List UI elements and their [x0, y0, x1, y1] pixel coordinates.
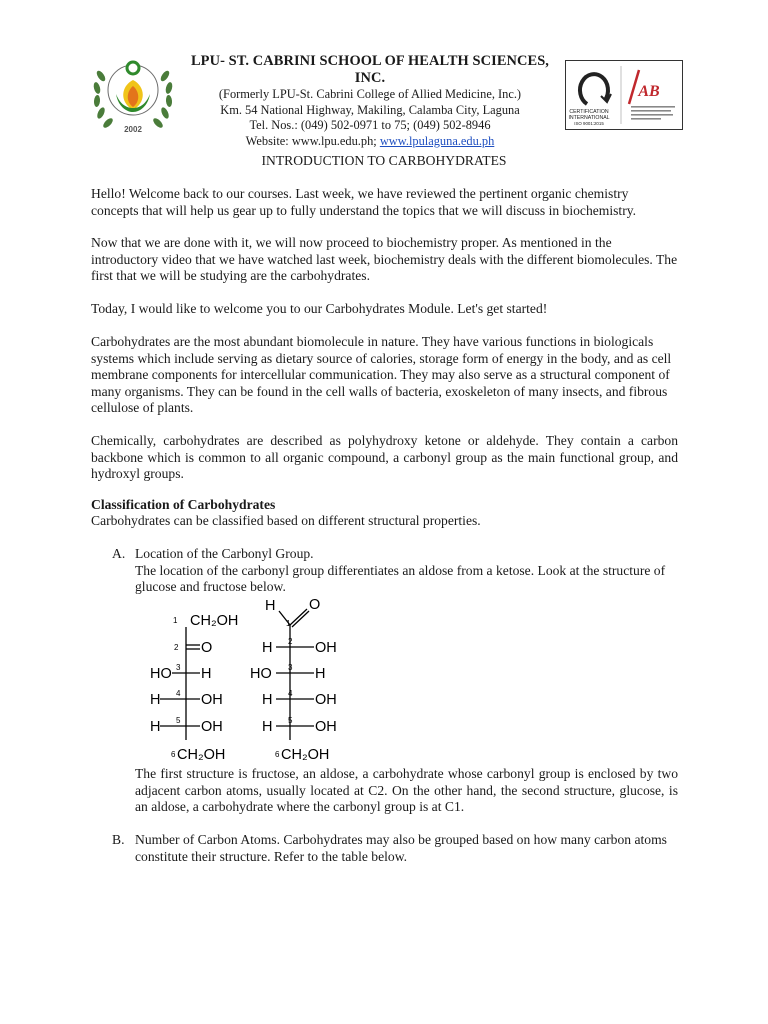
glucose-c6: CH₂OH	[281, 747, 330, 763]
school-name: LPU- ST. CABRINI SCHOOL OF HEALTH SCIENCES, INC.	[190, 53, 550, 86]
item-a-title: Location of the Carbonyl Group.	[135, 546, 314, 561]
paragraph-abundance: Carbohydrates are the most abundant biomolecule in nature. They have various functions in biologicals systems which include serving as dietary source of calories, storage form of energy in the body, and as cell membrane components for intercellular communication. They may also serve as a structural component of many organisms. They can be found in the cell walls of bacteria, exoskeleton of many insects, and fibrous cellulose of plants.	[91, 334, 672, 416]
glucose-c1-o: O	[309, 597, 321, 613]
cert-iso: ISO 9001:2015	[574, 121, 604, 126]
cert-ab: AB	[638, 83, 660, 100]
item-a-text: The location of the carbonyl group differentiates an aldose from a ketose. Look at the structure of glucose and fructose below.	[135, 562, 666, 595]
glucose-c4-right: OH	[315, 692, 337, 708]
glucose-c3-right: H	[315, 666, 326, 682]
classification-heading: Classification of Carbohydrates	[91, 497, 276, 512]
glucose-structure	[250, 597, 337, 763]
website-label: Website: www.lpu.edu.ph;	[245, 133, 377, 148]
cert-text-2: INTERNATIONAL	[568, 115, 610, 121]
fructose-c6: CH₂OH	[177, 747, 226, 763]
fructose-c1: CH₂OH	[190, 613, 239, 629]
list-marker-a: A.	[112, 546, 126, 561]
fructose-structure	[150, 613, 238, 763]
glucose-c4-left: H	[262, 692, 273, 708]
paragraph-biochemistry: Now that we are done with it, we will now proceed to biochemistry proper. As mentioned in the introductory video that we have watched last week, biochemistry deals with the different biomolecules. The first that we will be studying are the carbohydrates.	[91, 235, 678, 284]
fischer-projections	[138, 597, 358, 765]
fructose-c2-right: O	[201, 640, 213, 656]
paragraph-module: Today, I would like to welcome you to our Carbohydrates Module. Let's get started!	[91, 301, 548, 316]
paragraph-welcome: Hello! Welcome back to our courses. Last week, we have reviewed the pertinent organic chemistry concepts that will help us gear up to fully understand the topics that we will discuss in biochemistry.	[91, 186, 637, 218]
cert-text-1: CERTIFICATION	[569, 109, 609, 115]
fructose-number-2: 2	[174, 643, 179, 652]
fructose-c4-right: OH	[201, 692, 223, 708]
fructose-number-1: 1	[173, 616, 178, 625]
list-marker-b: B.	[112, 832, 125, 847]
item-a-explanation: The first structure is fructose, an aldose, a carbohydrate whose carbonyl group is enclosed by two adjacent carbon atoms, usually located at C2. On the other hand, the second structure, glucose, is an aldose, a carbohydrate where the carbonyl group is at C1.	[135, 766, 678, 815]
glucose-c3-left: HO	[250, 666, 272, 682]
list-item-a	[135, 546, 678, 596]
fructose-number-4: 4	[176, 689, 181, 698]
glucose-number-2: 2	[288, 637, 293, 646]
classification-intro: Carbohydrates can be classified based on different structural properties.	[91, 513, 481, 528]
list-item-b: Number of Carbon Atoms. Carbohydrates may also be grouped based on how many carbon atoms constitute their structure. Refer to the table below.	[135, 832, 667, 864]
certification-logo	[565, 60, 683, 130]
fructose-number-5: 5	[176, 716, 181, 725]
glucose-c5-right: OH	[315, 719, 337, 735]
glucose-number-3: 3	[288, 663, 293, 672]
fructose-number-3: 3	[176, 663, 181, 672]
fructose-c3-left: HO	[150, 666, 172, 682]
website-link[interactable]: www.lpulaguna.edu.ph	[379, 133, 495, 148]
glucose-c2-left: H	[262, 640, 273, 656]
fructose-c4-left: H	[150, 692, 161, 708]
letterhead	[176, 53, 564, 149]
telephone-line: Tel. Nos.: (049) 502-0971 to 75; (049) 502-8946	[249, 118, 491, 133]
seal-year: 2002	[124, 125, 142, 134]
website-line	[176, 134, 564, 150]
fructose-c3-right: H	[201, 666, 212, 682]
document-title: INTRODUCTION TO CARBOHYDRATES	[261, 153, 507, 168]
glucose-number-1: 1	[286, 619, 291, 628]
glucose-c1-h: H	[265, 598, 276, 614]
paragraph-chemistry: Chemically, carbohydrates are described as polyhydroxy ketone or aldehyde. They contain a carbon backbone which is common to all organic compound, a carbonyl group as the main functional group, and hydroxyl groups.	[91, 433, 678, 482]
school-seal-logo	[88, 52, 178, 136]
glucose-number-5: 5	[288, 716, 293, 725]
fructose-c5-right: OH	[201, 719, 223, 735]
glucose-c5-left: H	[262, 719, 273, 735]
glucose-number-4: 4	[288, 689, 293, 698]
address-line: Km. 54 National Highway, Makiling, Calamba City, Laguna	[220, 102, 520, 117]
glucose-c2-right: OH	[315, 640, 337, 656]
fructose-c5-left: H	[150, 719, 161, 735]
fructose-number-6: 6	[171, 750, 176, 759]
formerly-line: (Formerly LPU-St. Cabrini College of Allied Medicine, Inc.)	[218, 87, 522, 101]
glucose-number-6: 6	[275, 750, 280, 759]
